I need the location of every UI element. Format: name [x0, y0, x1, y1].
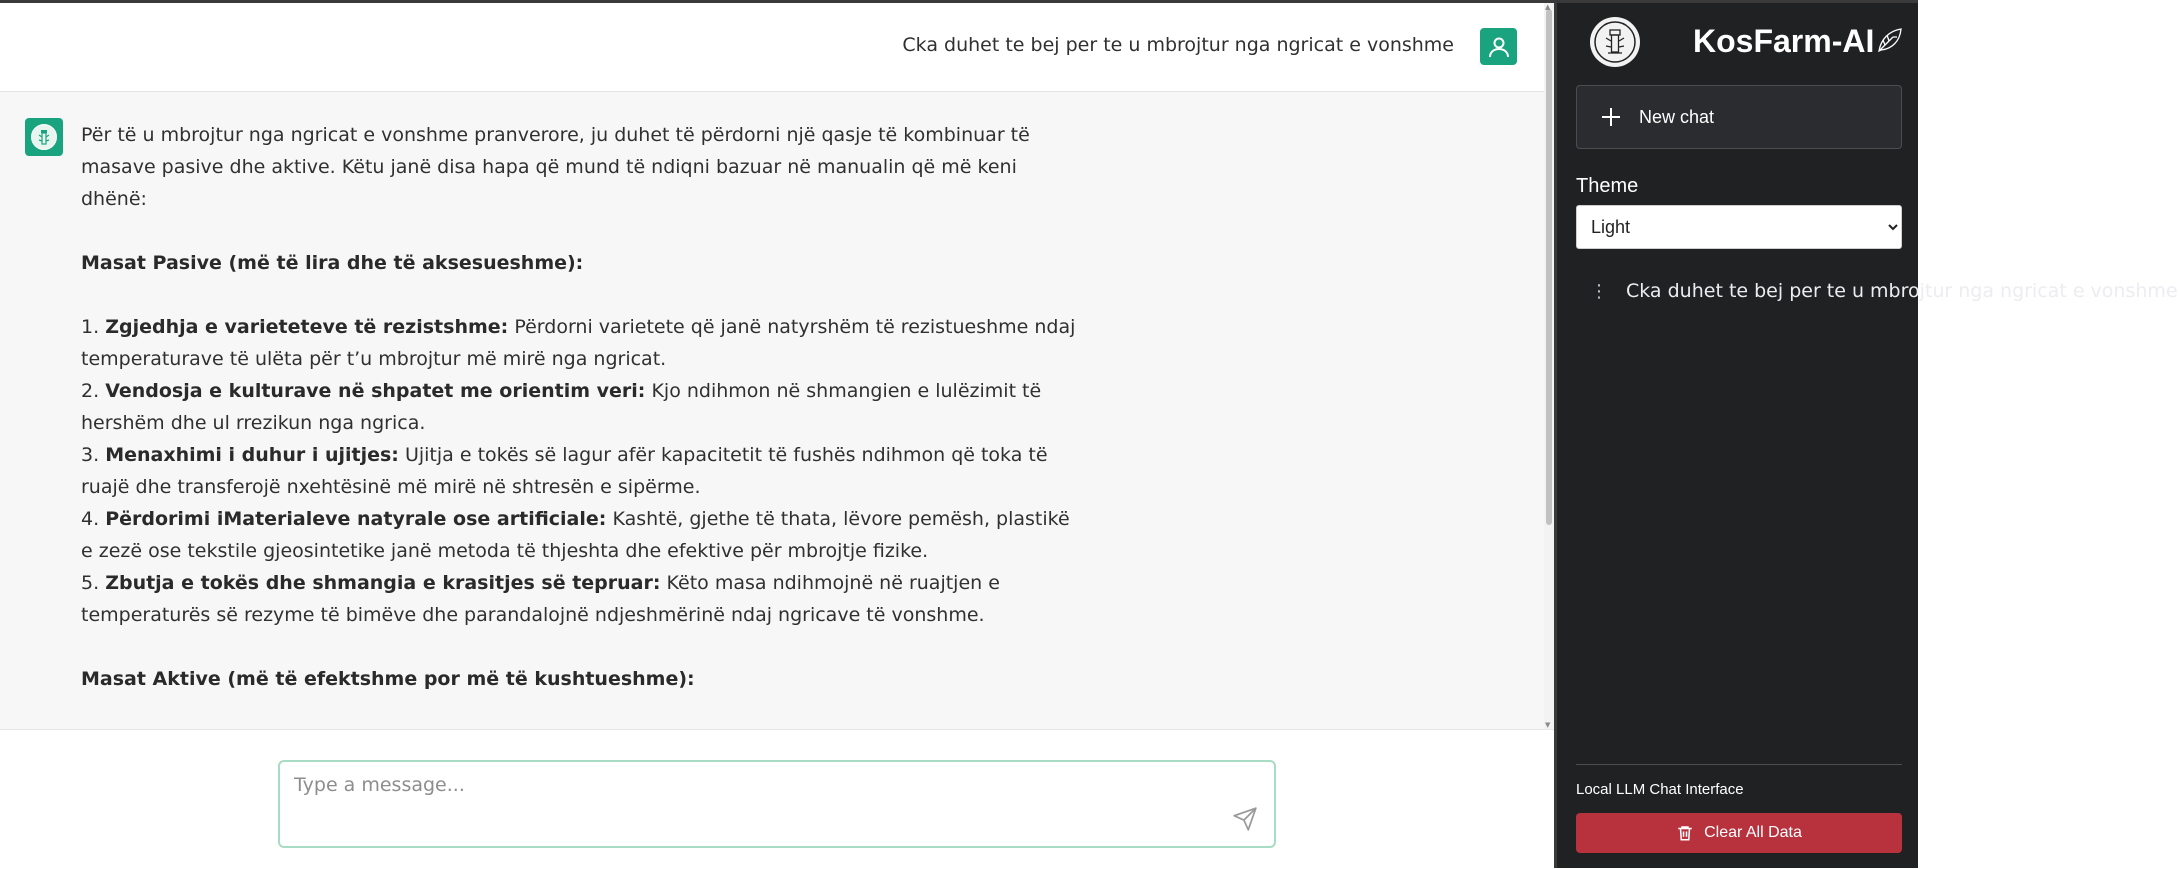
farm-logo-icon [30, 123, 58, 151]
scroll-down-icon[interactable]: ▼ [1545, 721, 1551, 729]
user-avatar [1480, 28, 1517, 65]
sidebar-divider [1576, 764, 1902, 765]
new-chat-button[interactable] [1576, 85, 1902, 149]
theme-select[interactable] [1576, 205, 1902, 249]
clear-all-data-button[interactable] [1576, 813, 1902, 853]
send-button[interactable] [1230, 804, 1260, 834]
user-message-text: Cka duhet te bej per te u mbrojtur nga ngricat e vonshme [902, 34, 1454, 56]
list-item: 2. Vendosja e kulturave në shpatet me orientim veri: Kjo ndihmon në shmangien e lulëzimit të hershëm dhe ul rrezikun nga ngrica. [81, 380, 1042, 434]
user-message-row [0, 3, 1544, 92]
active-heading: Masat Aktive (më të efektshme por më të kushtueshme): [81, 668, 695, 690]
message-scrollbar[interactable] [1544, 3, 1554, 729]
send-icon [1232, 806, 1258, 832]
passive-heading: Masat Pasive (më të lira dhe të aksesueshme): [81, 252, 584, 274]
footer-text: Local LLM Chat Interface [1576, 781, 1744, 798]
farm-logo-icon [1593, 20, 1637, 64]
sidebar [1554, 3, 2178, 868]
more-options-icon[interactable]: ⋮ [1590, 280, 1608, 302]
theme-label: Theme [1576, 175, 1639, 197]
list-item: 3. Menaxhimi i duhur i ujitjes: Ujitja e tokës së lagur afër kapacitetit të fushës ndihmon që toka të ruajë dhe transferojë nxehtësinë më mirë në shtresën e sipërme. [81, 444, 1048, 498]
list-item: 4. Përdorimi iMaterialeve natyrale ose artificiale: Kashtë, gjethe të thata, lëvore pemësh, plastikë e zezë ose tekstile gjeosintetike janë metoda të thjeshta dhe efektive për mbrojtje fizike. [81, 508, 1070, 562]
scrollbar-thumb[interactable] [1546, 9, 1552, 525]
clear-all-data-label: Clear All Data [1704, 824, 1802, 841]
new-chat-label: New chat [1639, 106, 1715, 127]
app-title: KosFarm-AI [1693, 23, 1875, 59]
assistant-message-content [81, 119, 1081, 791]
conversation-title: Cka duhet te bej per te u mbrojtur nga ngricat e vonshme [1626, 280, 2178, 302]
leaf-icon [1875, 25, 1905, 55]
app-logo [1590, 17, 1640, 67]
user-icon [1487, 35, 1511, 59]
trash-icon [1676, 824, 1694, 842]
list-item: 1. Zgjedhja e varieteteve të rezistshme: Përdorni varietete që janë natyrshëm të rezistueshme ndaj temperaturave të ulëta për t’u mbrojtur më mirë nga ngricat. [81, 316, 1076, 370]
assistant-avatar [25, 118, 63, 156]
plus-icon [1599, 105, 1623, 129]
list-item: 5. Zbutja e tokës dhe shmangia e krasitjes së tepruar: Këto masa ndihmojnë në ruajtjen e temperaturës së rezyme të bimëve dhe parandalojnë ndjeshmërinë ndaj ngricave të vonshme. [81, 572, 1000, 626]
conversation-item[interactable] [1576, 271, 2178, 311]
assistant-intro: Për të u mbrojtur nga ngricat e vonshme pranverore, ju duhet të përdorni një qasje të kombinuar të masave pasive dhe aktive. Këtu janë disa hapa që mund të ndiqni bazuar në manualin që më keni dhënë: [81, 124, 1030, 210]
composer [0, 729, 1554, 869]
chat-main [0, 3, 1554, 868]
message-input-box[interactable] [278, 760, 1276, 848]
message-list[interactable] [0, 3, 1544, 729]
scroll-up-icon[interactable]: ▲ [1545, 3, 1551, 11]
assistant-message-row [0, 92, 1544, 792]
message-input[interactable] [294, 774, 1194, 824]
